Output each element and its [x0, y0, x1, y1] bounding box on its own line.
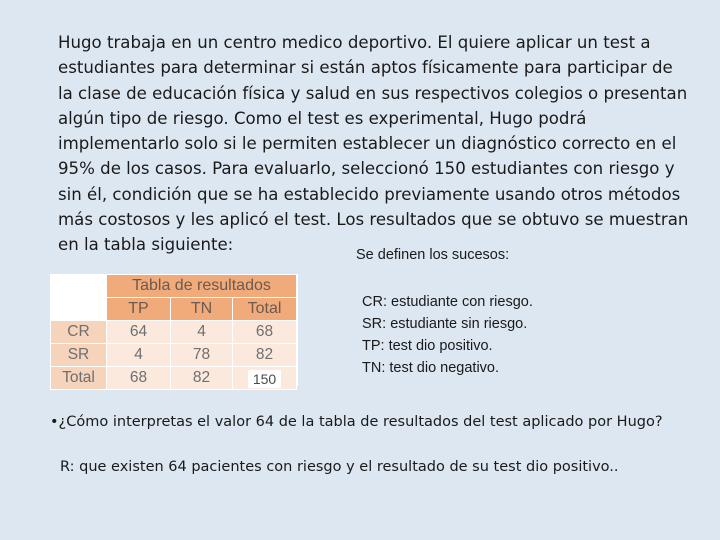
table-row — [51, 344, 297, 367]
paragraph-line: algún tipo de riesgo. Como el test es experimental, Hugo podrá — [58, 108, 587, 128]
table-cell-grand-total — [233, 367, 297, 390]
answer-text: R: que existen 64 pacientes con riesgo y el resultado de su test dio positivo.. — [60, 459, 619, 475]
table-cell: 82 — [233, 344, 297, 367]
table-cell: 78 — [171, 344, 233, 367]
column-header-tp: TP — [107, 298, 171, 321]
definitions-title: Se definen los sucesos: — [356, 247, 510, 263]
table-cell: 68 — [233, 321, 297, 344]
definition-item: CR: estudiante con riesgo. — [362, 294, 533, 310]
definition-item: SR: estudiante sin riesgo. — [362, 316, 528, 332]
table-corner — [51, 275, 107, 321]
table-row — [51, 321, 297, 344]
row-header-total: Total — [51, 367, 107, 390]
results-table-image — [50, 274, 298, 386]
paragraph-line: Hugo trabaja en un centro medico deportivo. El quiere aplicar un test a — [58, 33, 651, 52]
paragraph-line: sin él, condición que se ha establecido previamente usando otros métodos — [58, 184, 681, 204]
column-header-tn: TN — [171, 298, 233, 321]
table-cell: 4 — [171, 321, 233, 344]
table-row — [51, 367, 297, 390]
grand-total-value: 150 — [248, 370, 281, 388]
paragraph-line: en la tabla siguiente: — [58, 235, 234, 255]
table-title: Tabla de resultados — [107, 275, 297, 298]
results-table — [50, 274, 297, 390]
question-text: •¿Cómo interpretas el valor 64 de la tabla de resultados del test aplicado por Hugo? — [50, 414, 663, 430]
paragraph-line: más costosos y les aplicó el test. Los resultados que se obtuvo se muestran — [58, 210, 689, 230]
table-cell: 4 — [107, 344, 171, 367]
table-cell: 64 — [107, 321, 171, 344]
column-header-total: Total — [233, 298, 297, 321]
paragraph-line: implementarlo solo si le permiten establecer un diagnóstico correcto en el — [58, 134, 677, 154]
row-header-cr: CR — [51, 321, 107, 344]
paragraph-line: estudiantes para determinar si están aptos físicamente para participar de — [58, 58, 673, 78]
paragraph-line: la clase de educación física y salud en sus respectivos colegios o presentan — [58, 83, 688, 103]
table-cell: 82 — [171, 367, 233, 390]
problem-paragraph — [58, 30, 689, 258]
table-cell: 68 — [107, 367, 171, 390]
definition-item: TN: test dio negativo. — [362, 360, 500, 376]
paragraph-line: 95% de los casos. Para evaluarlo, seleccionó 150 estudiantes con riesgo y — [58, 159, 675, 179]
definitions-list — [362, 291, 533, 379]
row-header-sr: SR — [51, 344, 107, 367]
definition-item: TP: test dio positivo. — [362, 338, 493, 354]
